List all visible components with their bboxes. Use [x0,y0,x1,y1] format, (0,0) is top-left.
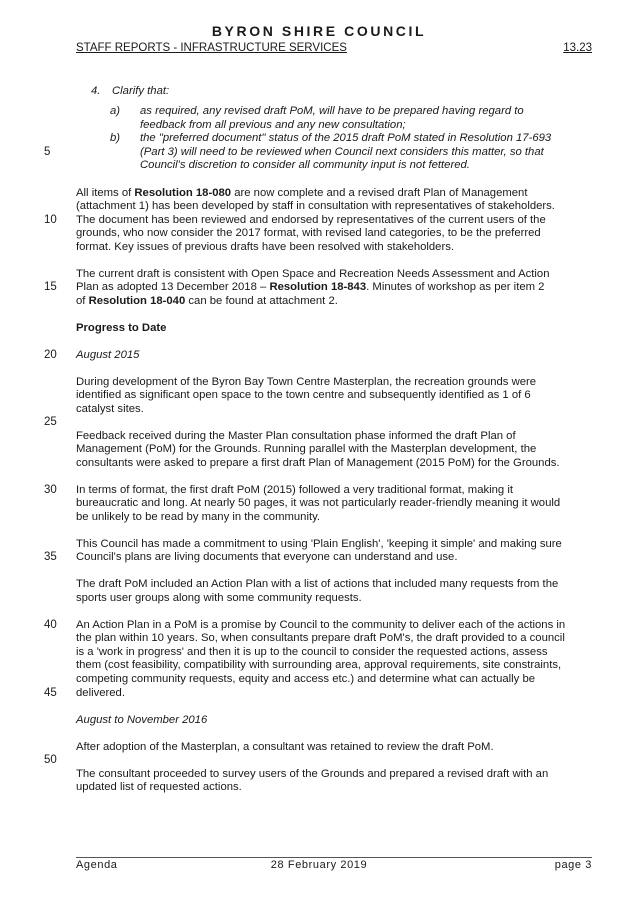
line-number: 30 [44,484,57,496]
subitem-label: b) [110,132,121,144]
paragraph-line: In terms of format, the first draft PoM (2015) followed a very traditional format, making it [76,484,513,496]
resolution-ref: Resolution 18-080 [134,187,232,199]
paragraph-line: them (cost feasibility, compatibility with surrounding area, approval requirements, site constraints, [76,659,562,671]
subitem-label: a) [110,105,121,117]
paragraph-line: Council's plans are living documents that everyone can understand and use. [76,551,458,563]
section-heading: Progress to Date [76,322,167,334]
subitem-text: Council's discretion to consider all community input is not fettered. [140,159,470,171]
paragraph-line: grounds, who now consider the 2017 format, with revised land categories, to be the preferred [76,227,541,239]
paragraph-line: Plan as adopted 13 December 2018 – Resolution 18-843. Minutes of workshop as per item 2 [76,281,545,293]
paragraph-line: After adoption of the Masterplan, a consultant was retained to review the draft PoM. [76,741,494,753]
paragraph-line: consultants were asked to prepare a first draft Plan of Management (2015 PoM) for the Grounds. [76,457,560,469]
subitem-text: the "preferred document" status of the 2015 draft PoM stated in Resolution 17-693 [140,132,552,144]
item-title: Clarify that: [112,85,170,97]
paragraph-line: The current draft is consistent with Open Space and Recreation Needs Assessment and Action [76,268,550,280]
subitem-text: as required, any revised draft PoM, will have to be prepared having regard to [140,105,524,117]
paragraph-line: competing community requests, equity and access etc.) and determine what can actually be [76,673,536,685]
paragraph-line: The consultant proceeded to survey users of the Grounds and prepared a revised draft with an [76,768,549,780]
paragraph-line: During development of the Byron Bay Town Centre Masterplan, the recreation grounds were [76,376,537,388]
subitem-text: feedback from all previous and any new consultation; [140,119,406,131]
paragraph-line: Management (PoM) for the Grounds. Running parallel with the Masterplan development, the [76,443,537,455]
footer-divider [76,857,592,858]
paragraph-line: Feedback received during the Master Plan consultation phase informed the draft Plan of [76,430,516,442]
footer-agenda: Agenda [76,859,118,871]
council-title: BYRON SHIRE COUNCIL [211,23,427,39]
subitem-text: (Part 3) will need to be reviewed when Council next considers this matter, so that [140,146,544,158]
period-heading: August 2015 [76,349,140,361]
line-number: 40 [44,619,57,631]
line-number: 20 [44,349,57,361]
line-number: 5 [44,146,51,158]
paragraph-line: format. Key issues of previous drafts have been resolved with stakeholders. [76,241,455,253]
line-number: 15 [44,281,57,293]
paragraph-line: is a 'work in progress' and then it is up to the council to consider the requested actions, assess [76,646,548,658]
paragraph-line: An Action Plan in a PoM is a promise by Council to the community to deliver each of the actions in [76,619,566,631]
paragraph-line: catalyst sites. [76,403,144,415]
resolution-ref: Resolution 18-040 [88,295,186,307]
period-heading: August to November 2016 [76,714,208,726]
paragraph-line: bureaucratic and long. At nearly 50 pages, it was not particularly reader-friendly meaning it would [76,497,561,509]
paragraph-line: the plan within 10 years. So, when consultants prepare draft PoM's, the draft provided to a council [76,632,565,644]
line-number: 45 [44,687,57,699]
line-number: 35 [44,551,57,563]
paragraph-line: This Council has made a commitment to using 'Plain English', 'keeping it simple' and making sure [76,538,562,550]
paragraph-line: (attachment 1) has been developed by staff in consultation with representatives of stakeholders. [76,200,555,212]
paragraph-line: of Resolution 18-040 can be found at attachment 2. [76,295,338,307]
paragraph-line: sports user groups along with some community requests. [76,592,362,604]
paragraph-line: updated list of requested actions. [76,781,242,793]
paragraph-line: The draft PoM included an Action Plan with a list of actions that included many requests from the [76,578,559,590]
footer-page: page 3 [554,859,592,871]
paragraph-line: be unlikely to be read by many in the community. [76,511,321,523]
paragraph-line: All items of Resolution 18-080 are now complete and a revised draft Plan of Management [76,187,528,199]
report-section: STAFF REPORTS - INFRASTRUCTURE SERVICES [76,42,347,54]
item-number: 4. [91,85,101,97]
paragraph-line: delivered. [76,687,125,699]
line-number: 25 [44,416,57,428]
report-number: 13.23 [563,42,592,54]
footer-date: 28 February 2019 [270,859,368,871]
paragraph-line: The document has been reviewed and endorsed by representatives of the current users of the [76,214,546,226]
line-number: 10 [44,214,57,226]
resolution-ref: Resolution 18-843 [269,281,367,293]
paragraph-line: identified as significant open space to the town centre and subsequently identified as 1 of 6 [76,389,531,401]
line-number: 50 [44,754,57,766]
